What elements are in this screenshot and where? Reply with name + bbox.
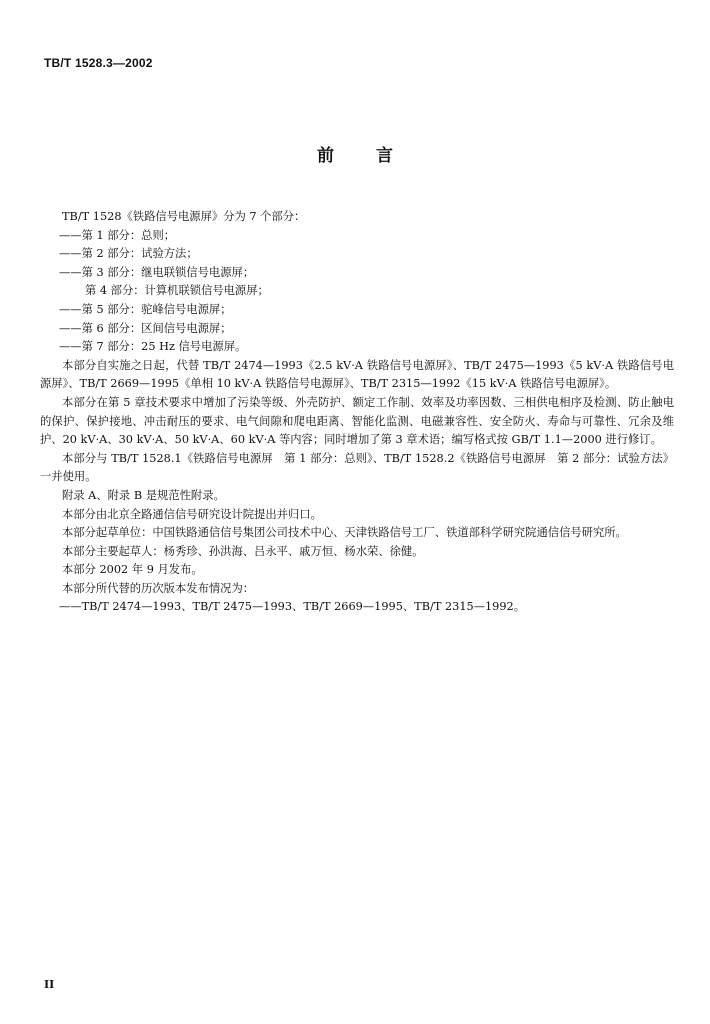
paragraph-history-intro: 本部分所代替的历次版本发布情况为： [62, 581, 255, 595]
page-number: II [44, 978, 55, 991]
part-item-4: 第 4 部分：计算机联锁信号电源屏； [85, 284, 269, 298]
part-item-7: ——第 7 部分：25 Hz 信号电源屏。 [59, 340, 247, 354]
part-item-1: ——第 1 部分：总则； [59, 228, 176, 242]
part-item-3: ——第 3 部分：继电联锁信号电源屏； [59, 265, 255, 279]
standard-code: TB/T 1528.3—2002 [44, 56, 153, 70]
part-item-2: ——第 2 部分：试验方法； [59, 247, 198, 261]
page-title: 前言 [317, 146, 435, 166]
foreword-body [40, 208, 674, 617]
part-item-6: ——第 6 部分：区间信号电源屏； [59, 321, 232, 335]
history-item: ——TB/T 2474—1993、TB/T 2475—1993、TB/T 2669—1995、TB/T 2315—1992。 [59, 600, 526, 614]
paragraph-annex: 附录 A、附录 B 是规范性附录。 [62, 488, 225, 502]
paragraph-proposer: 本部分由北京全路通信信号研究设计院提出并归口。 [62, 507, 322, 521]
paragraph-drafters: 本部分主要起草人：杨秀珍、孙洪海、吕永平、戚万恒、杨水荣、徐健。 [62, 544, 424, 558]
paragraph-usage: 本部分与 TB/T 1528.1《铁路信号电源屏 第 1 部分：总则》、TB/T 1528.2《铁路信号电源屏 第 2 部分：试验方法》一并使用。 [40, 451, 674, 484]
paragraph-release-date: 本部分 2002 年 9 月发布。 [62, 563, 203, 577]
paragraph-replacement: 本部分自实施之日起，代替 TB/T 2474—1993《2.5 kV·A 铁路信号电源屏》、TB/T 2475—1993《5 kV·A 铁路信号电源屏》、TB/T 2669—1995《单相 10 kV·A 铁路信号电源屏》、TB/T 2315—1992《15 kV·A 铁路信号电源屏》。 [40, 358, 674, 391]
paragraph-additions: 本部分在第 5 章技术要求中增加了污染等级、外壳防护、额定工作制、效率及功率因数、三相供电相序及检测、防止触电的保护、保护接地、冲击耐压的要求、电气间隙和爬电距离、智能化监测、电磁兼容性、安全防火、寿命与可靠性、冗余及维护、20 kV·A、30 kV·A、50 kV·A、60 kV·A 等内容；同时增加了第 3 章术语；编写格式按 GB/T 1.1—2000 进行修订。 [40, 395, 674, 447]
part-item-5: ——第 5 部分：驼峰信号电源屏； [59, 302, 232, 316]
intro-line: TB/T 1528《铁路信号电源屏》分为 7 个部分： [62, 210, 306, 223]
paragraph-drafting-units: 本部分起草单位：中国铁路通信信号集团公司技术中心、天津铁路信号工厂、铁道部科学研究院通信信号研究所。 [62, 526, 627, 540]
